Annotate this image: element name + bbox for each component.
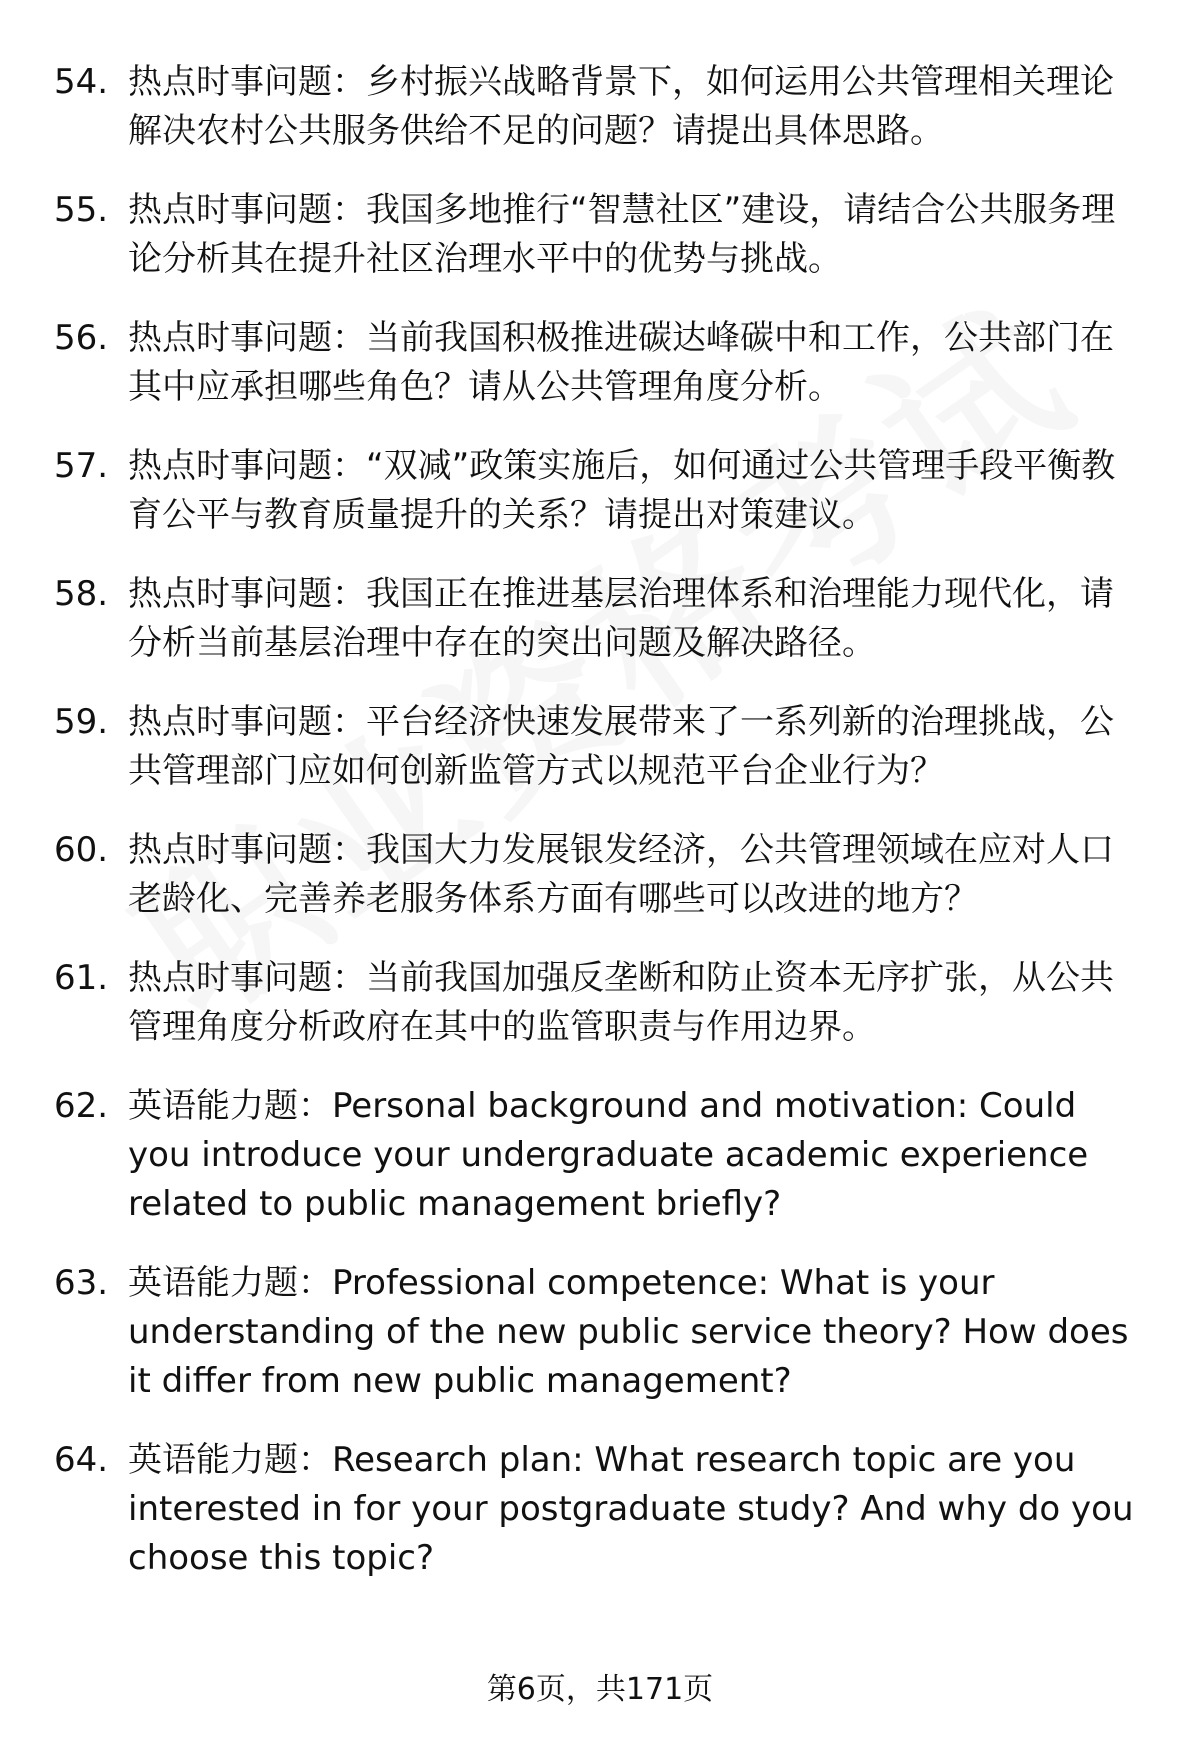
question-text: 热点时事问题：“双减”政策实施后，如何通过公共管理手段平衡教育公平与教育质量提升的关系？请提出对策建议。 [128, 446, 1116, 535]
question-item [0, 442, 1200, 540]
question-text: 热点时事问题：当前我国积极推进碳达峰碳中和工作，公共部门在其中应承担哪些角色？请从公共管理角度分析。 [128, 318, 1114, 407]
question-text: 热点时事问题：平台经济快速发展带来了一系列新的治理挑战，公共管理部门应如何创新监管方式以规范平台企业行为？ [128, 702, 1114, 791]
question-list [0, 58, 1200, 1613]
question-number: 57. [54, 446, 109, 486]
question-item [0, 570, 1200, 668]
question-text: 热点时事问题：我国多地推行“智慧社区”建设，请结合公共服务理论分析其在提升社区治理水平中的优势与挑战。 [128, 190, 1116, 279]
page-footer: 第6页，共171页 [486, 1672, 714, 1707]
question-item [0, 954, 1200, 1052]
question-text: 英语能力题：Personal background and motivation: Could you introduce your undergraduate academic experience related to public management briefly? [128, 1086, 1089, 1224]
question-number: 55. [54, 190, 109, 230]
question-number: 54. [54, 62, 109, 102]
question-item [0, 1259, 1200, 1406]
question-number: 64. [54, 1440, 109, 1480]
question-number: 62. [54, 1086, 109, 1126]
question-item [0, 186, 1200, 284]
question-number: 63. [54, 1263, 109, 1303]
question-text: 英语能力题：Research plan: What research topic are you interested in for your postgraduate study? And why do you choose this topic? [128, 1440, 1134, 1578]
question-item [0, 698, 1200, 796]
question-item [0, 58, 1200, 156]
question-text: 热点时事问题：我国正在推进基层治理体系和治理能力现代化，请分析当前基层治理中存在的突出问题及解决路径。 [128, 574, 1114, 663]
question-text: 热点时事问题：我国大力发展银发经济，公共管理领域在应对人口老龄化、完善养老服务体系方面有哪些可以改进的地方？ [128, 830, 1114, 919]
question-item [0, 1082, 1200, 1229]
question-item [0, 826, 1200, 924]
question-number: 58. [54, 574, 109, 614]
question-item [0, 1436, 1200, 1583]
question-number: 61. [54, 958, 109, 998]
question-text: 热点时事问题：当前我国加强反垄断和防止资本无序扩张，从公共管理角度分析政府在其中的监管职责与作用边界。 [128, 958, 1114, 1047]
question-number: 60. [54, 830, 109, 870]
question-number: 56. [54, 318, 109, 358]
question-text: 热点时事问题：乡村振兴战略背景下，如何运用公共管理相关理论解决农村公共服务供给不足的问题？请提出具体思路。 [128, 62, 1114, 151]
question-number: 59. [54, 702, 109, 742]
question-text: 英语能力题：Professional competence: What is your understanding of the new public service theory? How does it differ from new public management? [128, 1263, 1129, 1401]
question-item [0, 314, 1200, 412]
